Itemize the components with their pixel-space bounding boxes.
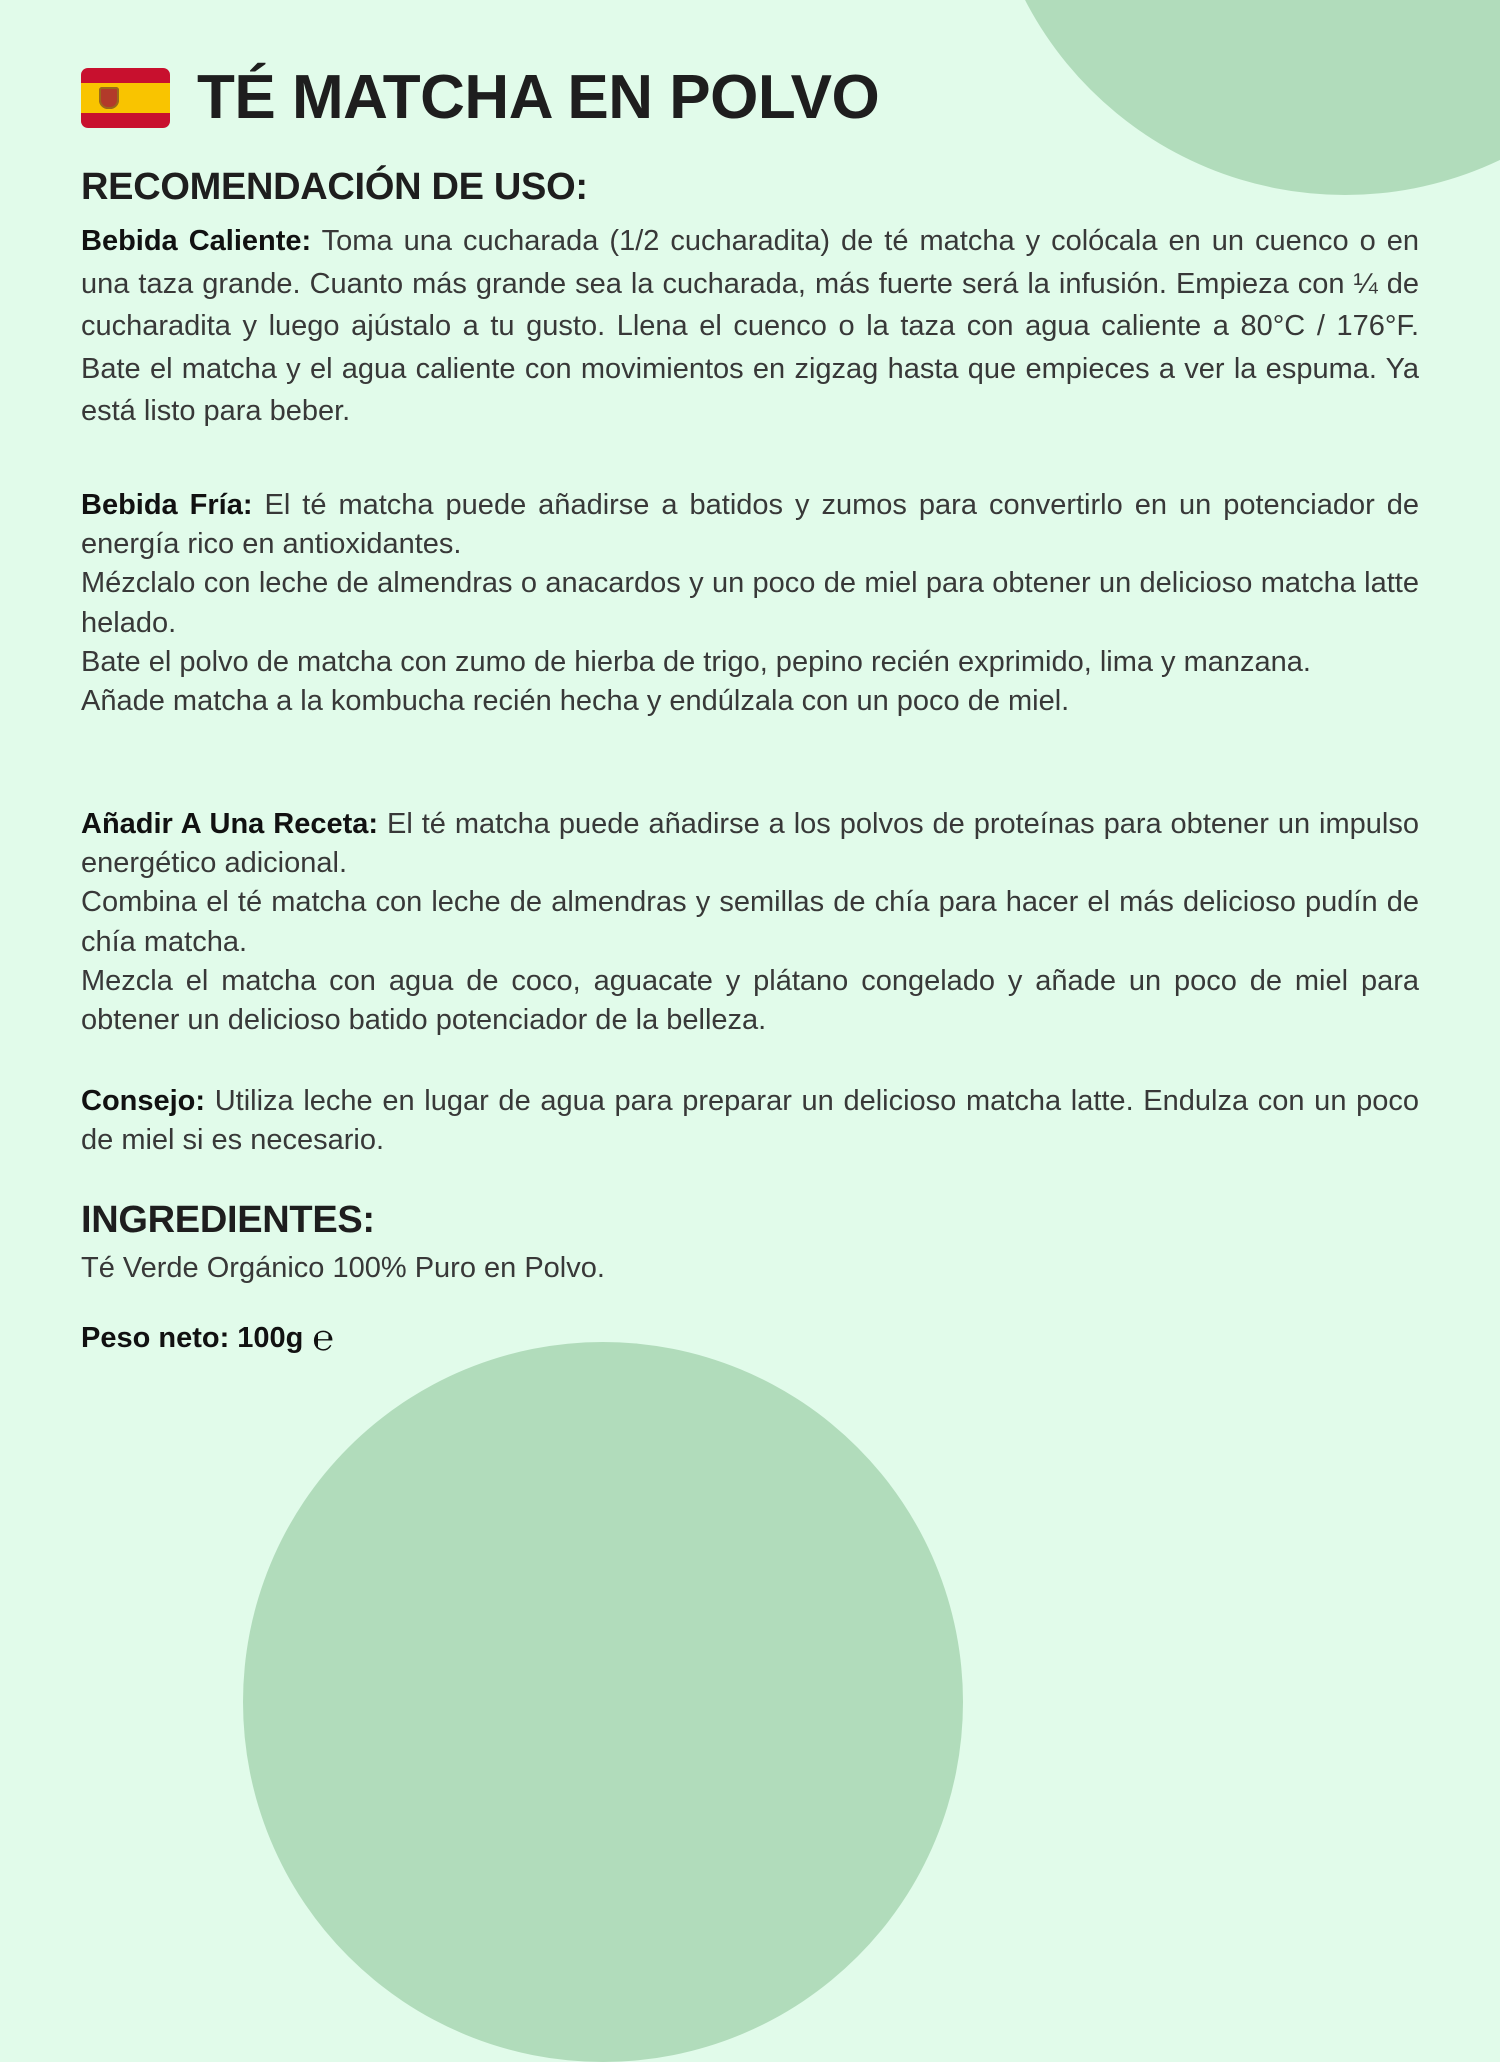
cold-drink-line: Mézclalo con leche de almendras o anacardos y un poco de miel para obtener un delicioso matcha latte helado. [81, 567, 1419, 639]
hot-drink-text: Toma una cucharada (1/2 cucharadita) de té matcha y colócala en un cuenco o en una taza grande. Cuanto más grande sea la cucharada, más fuerte será la infusión. Empieza con ¼ de cucharadita y luego ajústalo a tu gusto. Llena el cuenco o la taza con agua caliente a 80°C / 176°F. Bate el matcha y el agua caliente con movimientos en zigzag hasta que empieces a ver la espuma. Ya está listo para beber. [81, 225, 1419, 427]
hot-drink-paragraph [81, 220, 1419, 433]
spain-flag-icon [81, 68, 170, 128]
estimated-sign-icon: ℮ [312, 1317, 335, 1359]
coat-of-arms-icon [99, 87, 119, 109]
cold-drink-line: Bate el polvo de matcha con zumo de hierba de trigo, pepino recién exprimido, lima y manzana. [81, 645, 1311, 678]
cold-drink-paragraph [81, 486, 1419, 721]
cold-drink-line: Añade matcha a la kombucha recién hecha y endúlzala con un poco de miel. [81, 685, 1070, 718]
decorative-circle-bottom [243, 1342, 963, 2062]
ingredients-text: Té Verde Orgánico 100% Puro en Polvo. [81, 1252, 605, 1284]
recipe-line: Mezcla el matcha con agua de coco, aguacate y plátano congelado y añade un poco de miel para obtener un delicioso batido potenciador de la belleza. [81, 964, 1419, 1037]
tip-paragraph [81, 1082, 1419, 1160]
cold-drink-label: Bebida Fría: [81, 489, 253, 521]
decorative-circle-top [985, 0, 1500, 195]
tip-label: Consejo: [81, 1085, 206, 1117]
recipe-text: El té matcha puede añadirse a los polvos de proteínas para obtener un impulso energético adicional. [81, 808, 1419, 880]
page-title: TÉ MATCHA EN POLVO [197, 63, 880, 132]
recipe-label: Añadir A Una Receta: [81, 808, 379, 840]
recipe-line: Combina el té matcha con leche de almendras y semillas de chía para hacer el más delicioso pudín de chía matcha. [81, 886, 1419, 958]
recipe-paragraph [81, 805, 1419, 1040]
tip-text: Utiliza leche en lugar de agua para preparar un delicioso matcha latte. Endulza con un poco de miel si es necesario. [81, 1085, 1419, 1157]
cold-drink-text: El té matcha puede añadirse a batidos y zumos para convertirlo en un potenciador de energía rico en antioxidantes. [81, 489, 1419, 561]
net-weight [81, 1317, 335, 1359]
header [81, 63, 880, 132]
net-weight-text: Peso neto: 100g [81, 1322, 304, 1354]
ingredients-heading: INGREDIENTES: [81, 1199, 375, 1241]
hot-drink-label: Bebida Caliente: [81, 225, 312, 257]
usage-heading: RECOMENDACIÓN DE USO: [81, 166, 588, 208]
